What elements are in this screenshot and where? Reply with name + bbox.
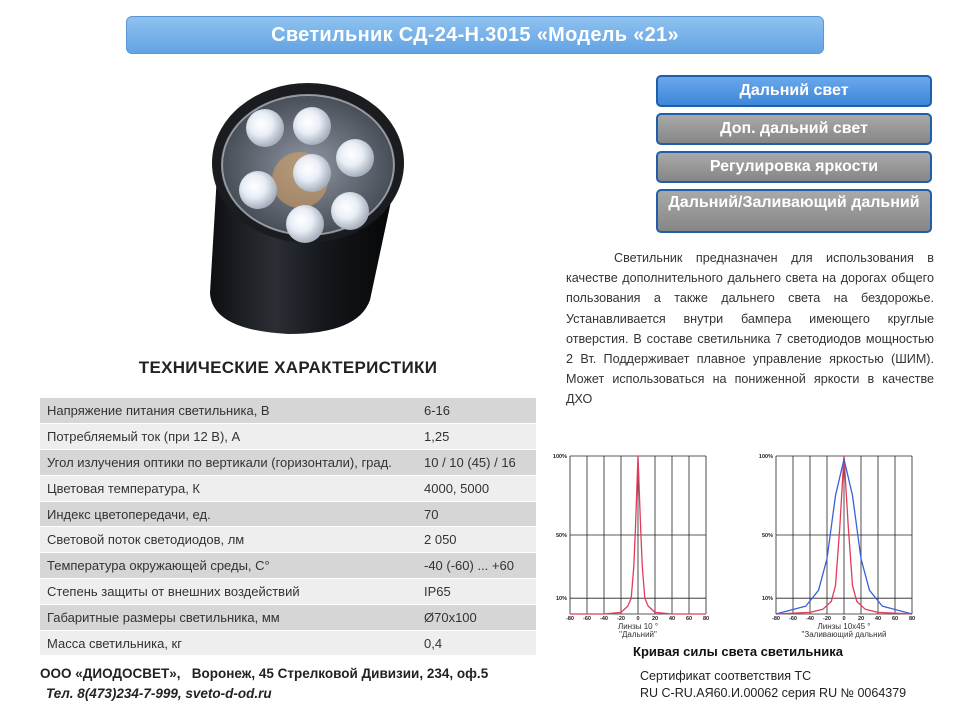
chart-caption: "Дальний" (619, 630, 657, 639)
spec-value: 2 050 (414, 527, 536, 553)
spec-param: Температура окружающей среды, С° (40, 553, 414, 579)
spec-value: Ø70х100 (414, 604, 536, 630)
spec-value: IP65 (414, 579, 536, 605)
y-tick-label: 50% (555, 533, 567, 539)
specs-heading: ТЕХНИЧЕСКИЕ ХАРАКТЕРИСТИКИ (138, 358, 438, 377)
spec-value: 0,4 (414, 630, 536, 656)
y-tick-label: 50% (761, 533, 773, 539)
x-tick-label: 20 (857, 616, 865, 622)
spec-param: Цветовая температура, К (40, 475, 414, 501)
certificate-title: Сертификат соответствия ТС (640, 669, 812, 683)
spec-param: Напряжение питания светильника, В (40, 398, 414, 424)
chart-caption: Линзы 10х45 ° (817, 622, 871, 631)
x-tick-label: 60 (685, 616, 693, 622)
x-tick-label: -80 (772, 616, 780, 622)
table-row (40, 450, 536, 476)
chart-caption: "Заливающий дальний (801, 630, 887, 639)
x-tick-label: -20 (823, 616, 831, 622)
light-curve-chart-narrow (536, 446, 750, 646)
table-row (40, 424, 536, 450)
table-row (40, 579, 536, 605)
table-row (40, 553, 536, 579)
x-tick-label: 80 (702, 616, 710, 622)
x-tick-label: 0 (842, 616, 846, 622)
x-tick-label: 0 (636, 616, 640, 622)
spec-value: 4000, 5000 (414, 475, 536, 501)
certificate-number: RU C-RU.АЯ60.И.00062 серия RU № 0064379 (640, 686, 907, 700)
x-tick-label: -60 (789, 616, 797, 622)
table-row (40, 501, 536, 527)
x-tick-label: 80 (908, 616, 916, 622)
x-tick-label: 40 (668, 616, 676, 622)
light-curve-chart-flood (742, 446, 952, 646)
spec-value: 1,25 (414, 424, 536, 450)
spec-param: Индекс цветопередачи, ед. (40, 501, 414, 527)
spec-value: 70 (414, 501, 536, 527)
product-photo (190, 68, 440, 338)
x-tick-label: 20 (651, 616, 659, 622)
page-title: Светильник СД-24-Н.3015 «Модель «21» (126, 16, 824, 54)
mode-button-aux-high-beam[interactable]: Доп. дальний свет (656, 113, 932, 145)
curve-caption: Кривая силы света светильника (633, 644, 843, 659)
table-row (40, 604, 536, 630)
x-tick-label: -20 (617, 616, 625, 622)
x-tick-label: 60 (891, 616, 899, 622)
x-tick-label: -40 (600, 616, 608, 622)
spec-param: Световой поток светодиодов, лм (40, 527, 414, 553)
y-tick-label: 10% (555, 596, 567, 603)
company-address: ООО «ДИОДОСВЕТ», Воронеж, 45 Стрелковой Дивизии, 234, оф.5 (40, 666, 489, 681)
x-tick-label: -80 (566, 616, 574, 622)
x-tick-label: -40 (806, 616, 814, 622)
chart-caption: Линзы 10 ° (617, 622, 659, 631)
chart-plot-area (570, 456, 706, 614)
x-tick-label: 40 (874, 616, 882, 622)
spec-param: Потребляемый ток (при 12 В), А (40, 424, 414, 450)
y-tick-label: 100% (552, 454, 567, 460)
y-tick-label: 100% (758, 454, 773, 460)
spec-param: Степень защиты от внешних воздействий (40, 579, 414, 605)
mode-button-high-beam[interactable]: Дальний свет (656, 75, 932, 107)
spec-value: -40 (-60) ... +60 (414, 553, 536, 579)
table-row (40, 475, 536, 501)
spec-param: Масса светильника, кг (40, 630, 414, 656)
company-contacts: Тел. 8(473)234-7-999, sveto-d-od.ru (46, 686, 272, 701)
spec-value: 10 / 10 (45) / 16 (414, 450, 536, 476)
table-row (40, 630, 536, 656)
mode-button-high-flood[interactable]: Дальний/Заливающий дальний (656, 189, 932, 233)
spec-param: Угол излучения оптики по вертикали (горизонтали), град. (40, 450, 414, 476)
specs-table (40, 398, 536, 656)
mode-button-brightness[interactable]: Регулировка яркости (656, 151, 932, 183)
product-description: Светильник предназначен для использования в качестве дополнительного дальнего света на дорогах общего пользования а также дальнего света на бездорожье. Устанавливается внутри бампера имеющего круглые отверстия. В составе светильника 7 светодиодов мощностью 2 Вт. Поддерживает плавное управление яркостью (ШИМ). Может использоваться на пониженной яркости в качестве ДХО (566, 251, 934, 407)
x-tick-label: -60 (583, 616, 591, 622)
spec-param: Габаритные размеры светильника, мм (40, 604, 414, 630)
table-row (40, 527, 536, 553)
table-row (40, 398, 536, 424)
spec-value: 6-16 (414, 398, 536, 424)
y-tick-label: 10% (761, 596, 773, 603)
chart-plot-area (776, 456, 912, 614)
